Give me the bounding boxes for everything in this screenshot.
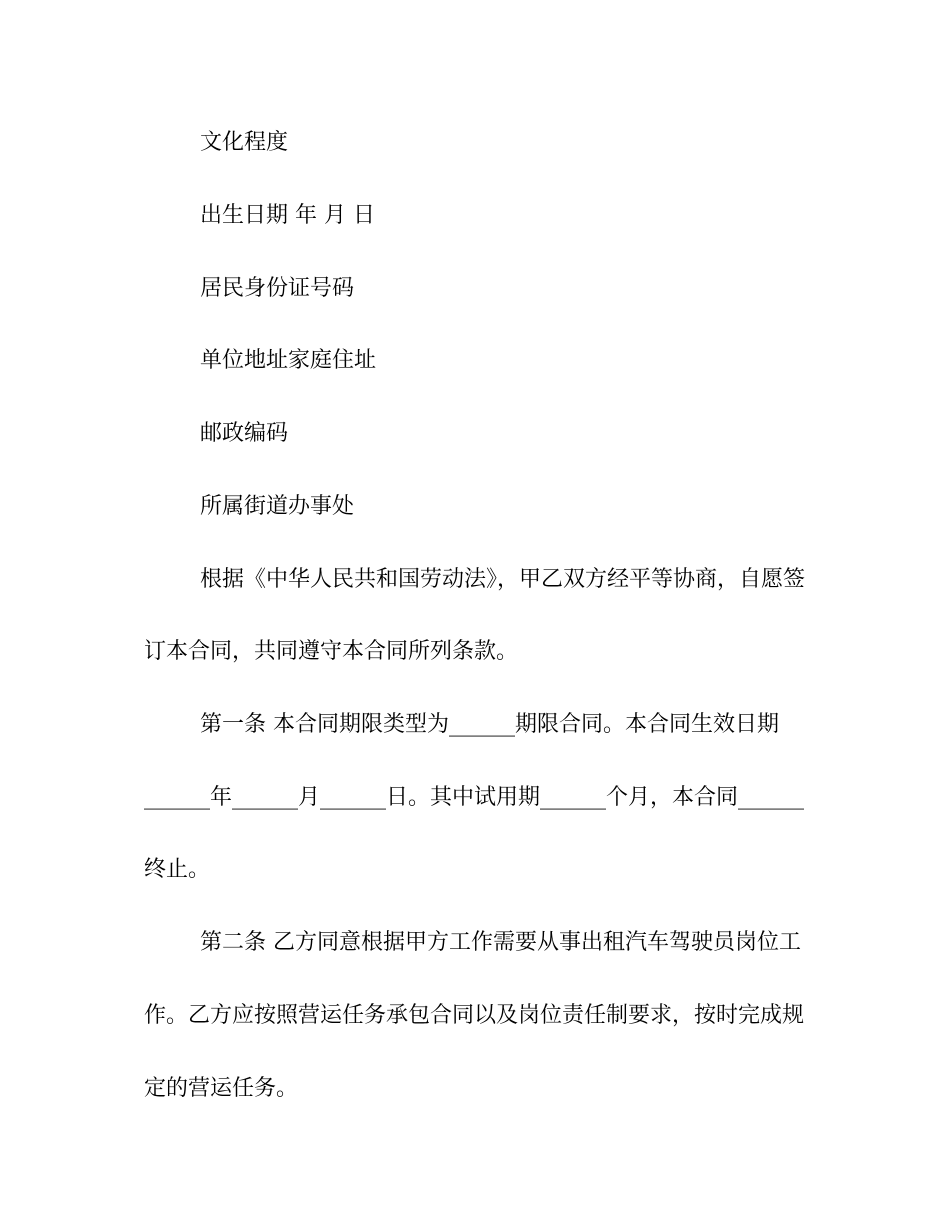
article-2-line-3: 定的营运任务。 xyxy=(144,1076,299,1101)
field-education: 文化程度 xyxy=(200,130,289,155)
field-id-number: 居民身份证号码 xyxy=(200,276,355,301)
article-1-line-3: 终止。 xyxy=(144,857,211,882)
field-address: 单位地址家庭住址 xyxy=(200,348,377,373)
article-2-line-1: 第二条 乙方同意根据甲方工作需要从事出租汽车驾驶员岗位工 xyxy=(200,930,801,955)
article-1-line-1: 第一条 本合同期限类型为______期限合同。本合同生效日期 xyxy=(200,712,779,737)
article-1-line-2: ______年______月______日。其中试用期______个月，本合同______ xyxy=(144,785,805,810)
field-postal-code: 邮政编码 xyxy=(200,421,289,446)
paragraph-intro-line-1: 根据《中华人民共和国劳动法》，甲乙双方经平等协商，自愿签 xyxy=(200,567,806,592)
field-birth-date: 出生日期 年 月 日 xyxy=(200,203,375,228)
paragraph-intro-line-2: 订本合同，共同遵守本合同所列条款。 xyxy=(144,639,519,664)
field-street-office: 所属街道办事处 xyxy=(200,494,355,519)
article-2-line-2: 作。乙方应按照营运任务承包合同以及岗位责任制要求，按时完成规 xyxy=(144,1003,805,1028)
